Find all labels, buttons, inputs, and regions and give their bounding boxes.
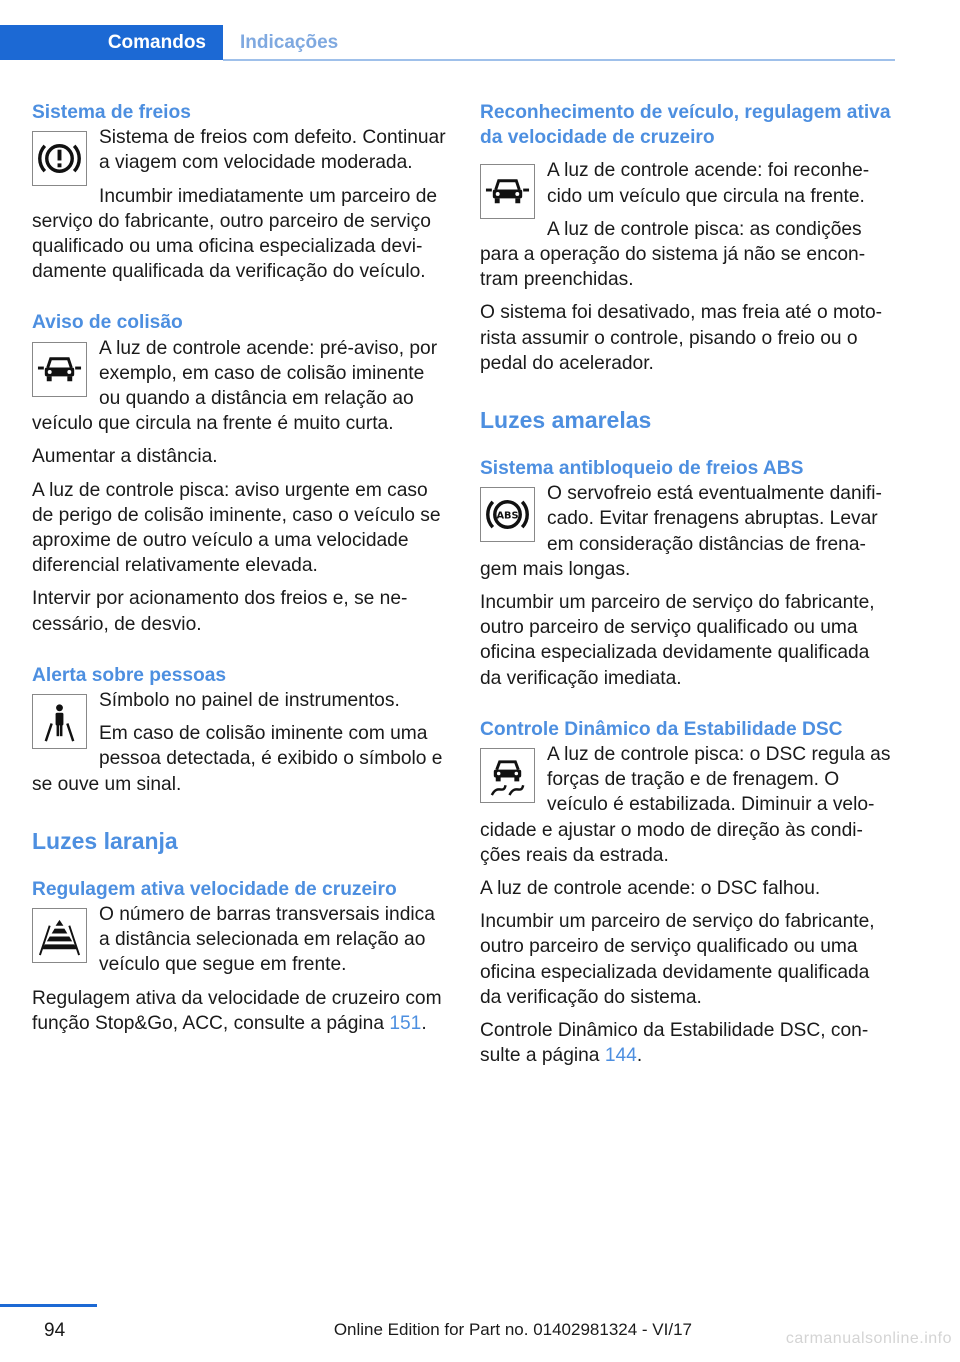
- heading-orange-lights: Luzes laranja: [32, 827, 178, 854]
- brake-text-1: Sistema de freios com defeito. Continuar a viagem com velocidade moderada.: [99, 127, 446, 174]
- abs-icon-text: ABS: [496, 510, 519, 522]
- car-detected-icon: [480, 164, 535, 219]
- person-text-2: Em caso de colisão iminente com uma pessoa detectada, é exibido o símbolo e se ouve um sinal.: [32, 723, 443, 795]
- collision-text-3: A luz de controle pisca: aviso urgente em caso de perigo de colisão iminente, caso o veículo se aproxime de outro veículo a uma velocidade diferencial relativamente elevada.: [32, 479, 441, 577]
- abs-text-1: O servofreio está eventualmente danificado. Evitar frenagens abruptas. Levar em consideração distâncias de frenagem mais longas.: [480, 483, 882, 580]
- abs-text-2: Incumbir um parceiro de serviço do fabricante, outro parceiro de serviço qualificado ou uma oficina especializada devidamente qualificada da verificação imediata.: [480, 592, 875, 689]
- heading-collision-warning: Aviso de colisão: [32, 312, 183, 334]
- collision-entry: [32, 336, 447, 641]
- heading-vehicle-detection: Reconhecimento de veículo, regulagem ativa da velocidade de cruzeiro: [480, 102, 891, 149]
- edition-info: Online Edition for Part no. 01402981324 - VI/17: [333, 1320, 692, 1339]
- acc-entry: [32, 902, 447, 1040]
- collision-text-2: Aumentar a distância.: [32, 446, 218, 468]
- abs-entry: [480, 481, 895, 695]
- dsc-skid-icon: [480, 748, 535, 803]
- heading-brake-system: Sistema de freios: [32, 102, 191, 123]
- person-text-1: Símbolo no painel de instrumentos.: [99, 690, 400, 712]
- left-column: [32, 100, 447, 1040]
- brake-system-entry: [32, 125, 447, 288]
- footer-rule: [0, 1304, 97, 1307]
- vehicle-text-2: A luz de controle pisca: as condições para a operação do sistema já não se encontram preenchidas.: [480, 218, 866, 291]
- right-column: [480, 100, 895, 1073]
- chapter-tabs: [0, 25, 895, 60]
- brake-text-2: Incumbir imediatamente um parceiro de serviço do fabricante, outro parceiro de serviço qualificado ou uma oficina especializada devidamente qualificada da verificação do veículo.: [32, 185, 438, 283]
- distance-bars-icon: [32, 908, 87, 963]
- dsc-entry: [480, 742, 895, 1072]
- heading-abs: Sistema antibloqueio de freios ABS: [480, 458, 804, 480]
- collision-text-4: Intervir por acionamento dos freios e, se necessário, de desvio.: [32, 588, 408, 635]
- tab-indicacoes[interactable]: Indicações: [240, 31, 339, 53]
- vehicle-text-1: A luz de controle acende: foi reconhecido um veículo que circula na frente.: [547, 160, 870, 207]
- collision-text-1: A luz de controle acende: pré-aviso, por exemplo, em caso de colisão iminente ou quando a distância em relação ao veículo que circula na frente é muito curta.: [32, 337, 438, 435]
- brake-warning-icon: [32, 131, 87, 186]
- dsc-text-1: A luz de controle pisca: o DSC regula as forças de tração e de frenagem. O veículo é estabilizada. Diminuir a velocidade e ajustar o modo de direção às condições reais da estrada.: [480, 744, 891, 866]
- acc-ref-text: Regulagem ativa da velocidade de cruzeiro com função Stop&Go, ACC, consulte a página: [32, 987, 442, 1034]
- car-front-icon: [32, 342, 87, 397]
- heading-dsc: Controle Dinâmico da Estabilidade DSC: [480, 718, 843, 740]
- dsc-ref-end: .: [636, 1045, 643, 1067]
- abs-icon: [480, 487, 535, 542]
- page-link-144[interactable]: 144: [604, 1045, 637, 1067]
- acc-text-2: [32, 986, 447, 1036]
- dsc-text-2: A luz de controle acende: o DSC falhou.: [480, 878, 821, 900]
- tab-comandos[interactable]: Comandos: [0, 25, 223, 60]
- vehicle-detection-entry: [480, 158, 895, 380]
- vehicle-text-3: O sistema foi desativado, mas freia até o motorista assumir o controle, pisando o freio ou o pedal do acelerador.: [480, 302, 883, 374]
- heading-person-warning: Alerta sobre pessoas: [32, 664, 227, 686]
- dsc-text-3: Incumbir um parceiro de serviço do fabricante, outro parceiro de serviço qualificado ou uma oficina especializada devidamente qualificada da verificação do sistema.: [480, 911, 875, 1008]
- dsc-ref-text: Controle Dinâmico da Estabilidade DSC, consulte a página: [480, 1020, 869, 1067]
- tab-underline: [223, 59, 895, 61]
- pedestrian-icon: [32, 694, 87, 749]
- page-link-151[interactable]: 151: [389, 1012, 422, 1034]
- acc-text-1: O número de barras transversais indica a distância selecionada em relação ao veículo que segue em frente.: [99, 904, 435, 976]
- heading-yellow-lights: Luzes amarelas: [480, 407, 652, 434]
- heading-active-cruise: Regulagem ativa velocidade de cruzeiro: [32, 878, 397, 900]
- dsc-text-4: [480, 1018, 895, 1068]
- page-number: 94: [44, 1320, 66, 1341]
- acc-ref-end: .: [421, 1012, 427, 1034]
- person-warning-entry: [32, 688, 447, 801]
- watermark: carmanualsonline.info: [785, 1330, 952, 1347]
